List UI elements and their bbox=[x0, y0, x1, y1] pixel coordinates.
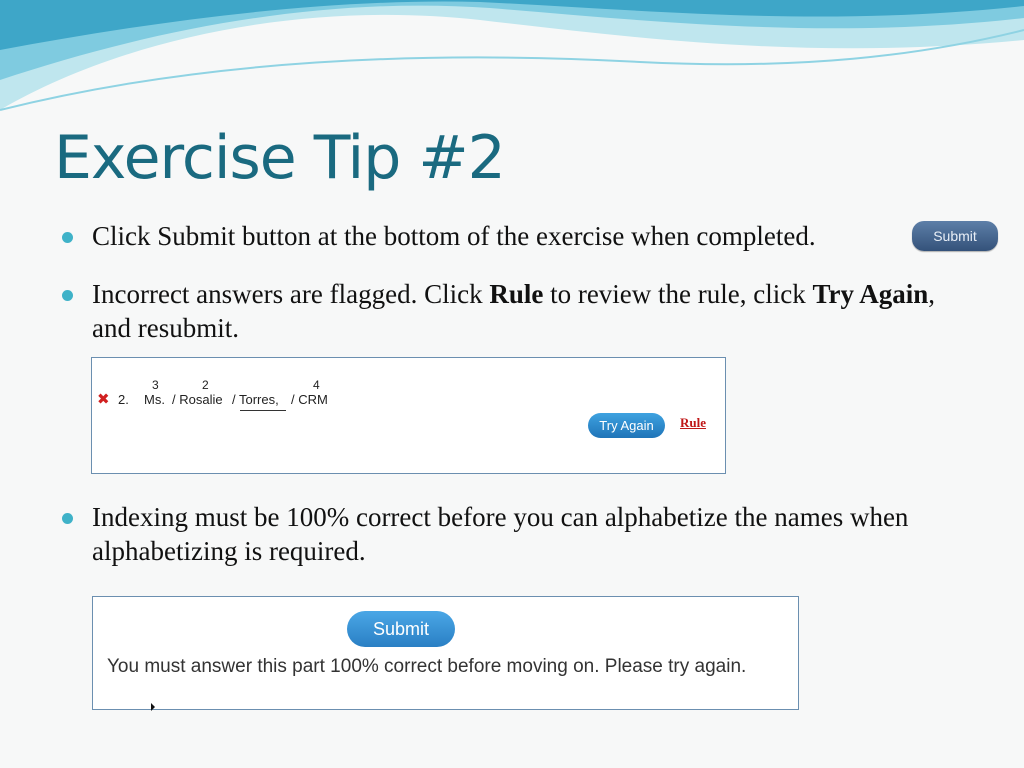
try-again-term: Try Again bbox=[812, 279, 929, 309]
submit-message-example bbox=[92, 596, 799, 710]
error-message: You must answer this part 100% correct before moving on. Please try again. bbox=[107, 656, 747, 677]
bullet-dot bbox=[62, 513, 73, 524]
bullet-submit-tip: Click Submit button at the bottom of the exercise when completed. bbox=[92, 221, 816, 251]
submit-button-example[interactable]: Submit bbox=[912, 221, 998, 251]
unit-number: 4 bbox=[313, 378, 320, 392]
flagged-answer-example bbox=[91, 357, 726, 474]
answer-underline bbox=[240, 410, 286, 411]
bullet-flagged-tip bbox=[92, 277, 972, 345]
rule-link[interactable]: Rule bbox=[680, 415, 706, 430]
x-mark-icon: ✖ bbox=[97, 391, 110, 408]
item-number: 2. bbox=[118, 392, 129, 407]
bullet-dot bbox=[62, 290, 73, 301]
unit-text: / CRM bbox=[291, 392, 328, 407]
submit-button[interactable]: Submit bbox=[347, 611, 455, 647]
bullet-text: to review the rule, click bbox=[543, 279, 813, 309]
unit-text: Ms. bbox=[144, 392, 165, 407]
rule-term: Rule bbox=[489, 279, 544, 309]
bullet-dot bbox=[62, 232, 73, 243]
unit-number: 2 bbox=[202, 378, 209, 392]
unit-text: / Torres, bbox=[232, 392, 279, 407]
unit-number: 3 bbox=[152, 378, 159, 392]
bullet-indexing-tip: Indexing must be 100% correct before you can alphabetize the names when alphabetizing is required. bbox=[92, 502, 909, 566]
unit-text: / Rosalie bbox=[172, 392, 223, 407]
slide-title: Exercise Tip #2 bbox=[54, 123, 505, 193]
bullet-text: , and resubmit. bbox=[92, 279, 935, 343]
try-again-button[interactable]: Try Again bbox=[588, 413, 665, 438]
header-wave-decoration bbox=[0, 0, 1024, 120]
mouse-cursor-icon bbox=[151, 703, 155, 711]
bullet-text: Incorrect answers are flagged. Click bbox=[92, 279, 490, 309]
